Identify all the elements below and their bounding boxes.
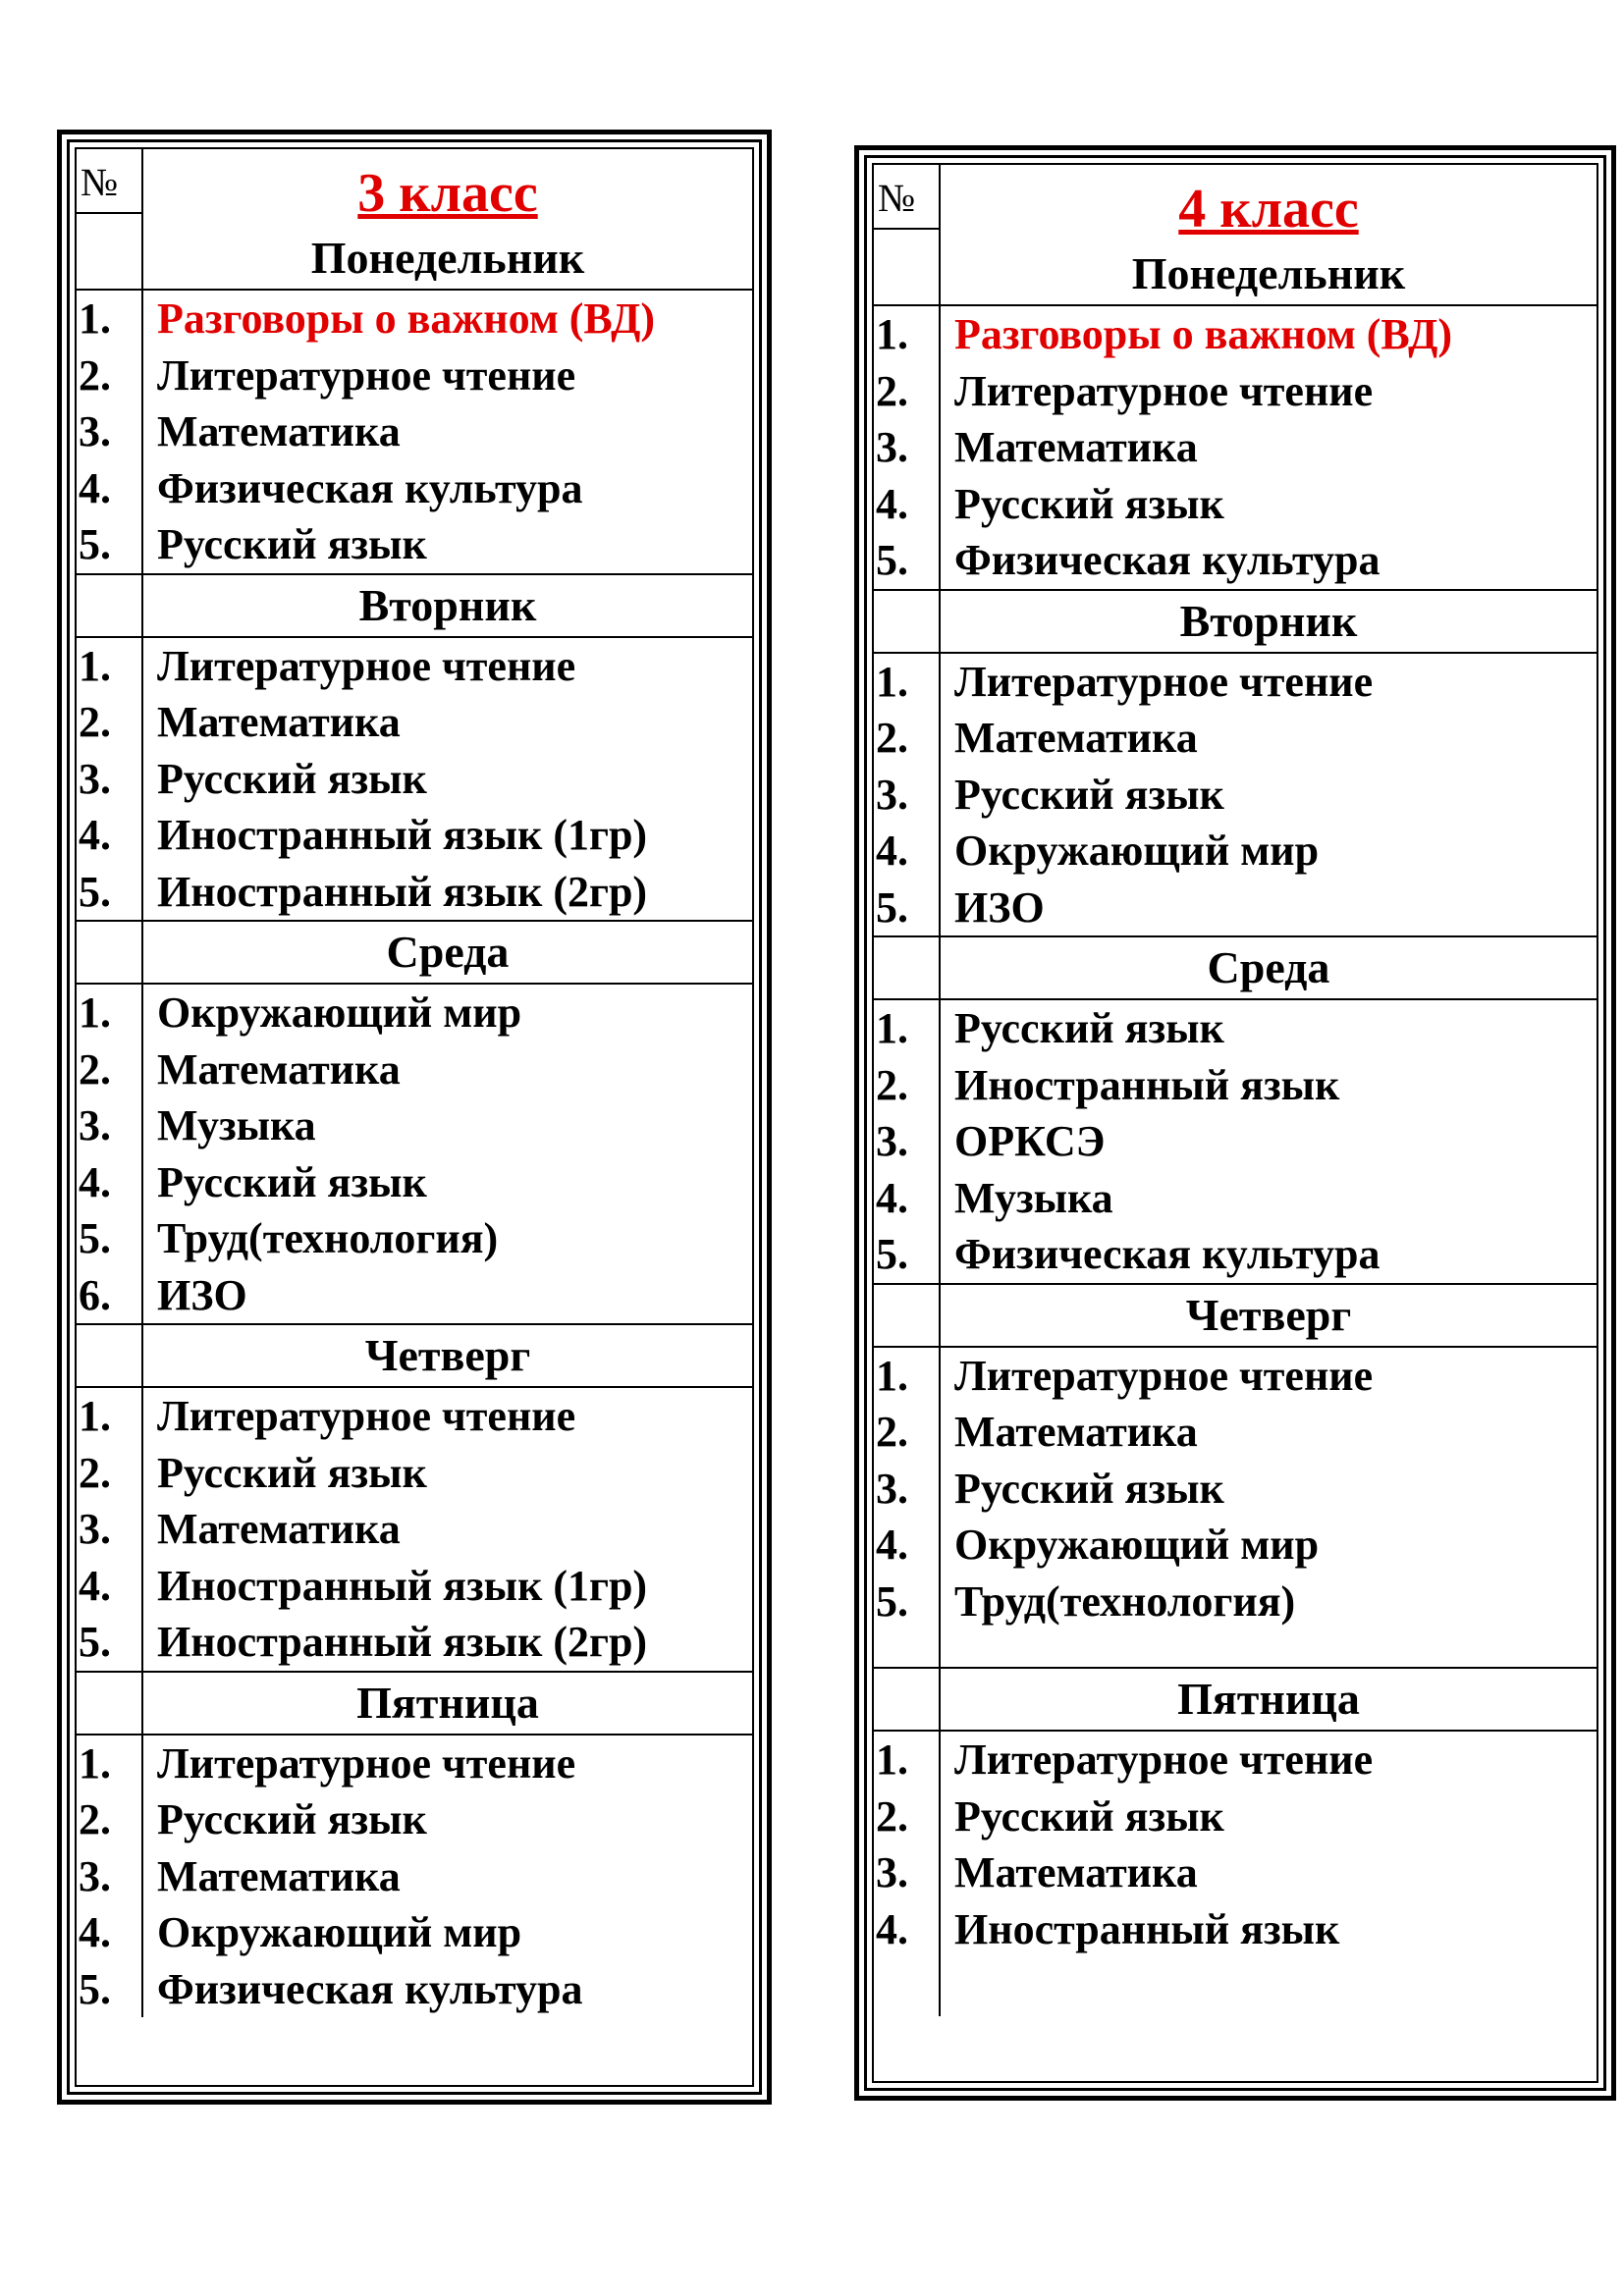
lesson-subject: Математика <box>157 1851 401 1900</box>
lesson-block-row <box>874 1731 1597 2016</box>
lesson-subject: Окружающий мир <box>954 827 1320 875</box>
day-header-row <box>77 921 752 984</box>
lesson-block-row <box>874 653 1597 937</box>
day-number-cell <box>874 590 940 653</box>
number-sign-label: № <box>874 165 939 230</box>
day-header-row <box>77 1324 752 1387</box>
day-header-row <box>874 590 1597 653</box>
frame-inner-border <box>75 147 754 2087</box>
lesson-subject: Физическая культура <box>954 536 1380 584</box>
lesson-number: 1. <box>876 1004 908 1052</box>
lesson-number: 5. <box>79 867 111 916</box>
day-name: Четверг <box>940 1284 1597 1347</box>
lesson-block-row <box>77 984 752 1324</box>
lesson-subject: Окружающий мир <box>954 1521 1320 1569</box>
frame-middle-border <box>864 155 1606 2091</box>
lesson-number: 3. <box>876 1848 908 1896</box>
lesson-number: 1. <box>79 1392 111 1440</box>
lesson-subject: Труд(технология) <box>954 1576 1296 1626</box>
lesson-number: 5. <box>876 1576 908 1626</box>
number-column-header <box>77 149 142 228</box>
class-title: 3 класс <box>357 163 538 224</box>
lesson-subject: Русский язык <box>157 1795 427 1843</box>
lesson-number: 1. <box>876 657 908 706</box>
day-header-row <box>874 243 1597 305</box>
lesson-subject: Математика <box>954 1408 1198 1456</box>
lesson-subjects-cell <box>142 984 752 1324</box>
lesson-number: 4. <box>79 463 111 512</box>
lesson-subject: Иностранный язык <box>954 1904 1340 1953</box>
lesson-subject: Иностранный язык <box>954 1060 1340 1109</box>
lesson-subject: Физическая культура <box>954 1230 1380 1278</box>
lesson-numbers-cell <box>874 305 940 590</box>
lesson-subject: Математика <box>157 698 401 746</box>
lesson-block-row <box>77 290 752 574</box>
day-header-row <box>874 1668 1597 1731</box>
lesson-number: 1. <box>876 310 908 358</box>
day-name: Вторник <box>142 574 752 637</box>
lesson-number: 2. <box>79 698 111 746</box>
schedule-frame-class-3 <box>57 130 772 2105</box>
lesson-subject: Математика <box>954 1848 1198 1896</box>
lesson-number: 3. <box>876 423 908 471</box>
lesson-subject: Русский язык <box>954 479 1224 528</box>
lesson-number: 5. <box>876 536 908 584</box>
lesson-number: 4. <box>79 811 111 859</box>
lesson-numbers-cell <box>874 653 940 937</box>
lesson-subject: Литературное чтение <box>954 1735 1374 1784</box>
lesson-number: 5. <box>876 1230 908 1278</box>
lesson-number: 2. <box>79 1044 111 1094</box>
day-number-cell <box>77 921 142 984</box>
lesson-subject: Иностранный язык (2гр) <box>157 1618 648 1666</box>
day-name: Вторник <box>940 590 1597 653</box>
lesson-number: 2. <box>876 1408 908 1456</box>
lesson-subjects-cell <box>142 637 752 922</box>
lesson-subject: Русский язык <box>157 1157 427 1206</box>
day-header-row <box>77 228 752 290</box>
lesson-subjects-cell <box>142 1735 752 2018</box>
day-name: Четверг <box>142 1324 752 1387</box>
day-name: Понедельник <box>142 228 752 290</box>
lesson-number: 2. <box>876 1791 908 1841</box>
lesson-subjects-cell <box>940 999 1597 1284</box>
lesson-number: 2. <box>876 714 908 762</box>
lesson-number: 3. <box>876 1464 908 1513</box>
lesson-block-row <box>874 305 1597 590</box>
day-header-row <box>77 1672 752 1735</box>
lesson-subject: Физическая культура <box>157 1964 583 2013</box>
lesson-number: 1. <box>876 1735 908 1784</box>
lesson-subject: Музыка <box>954 1173 1113 1222</box>
lesson-number: 3. <box>79 754 111 803</box>
lesson-number: 1. <box>79 988 111 1037</box>
number-column-header <box>874 165 940 243</box>
day-header-row <box>77 574 752 637</box>
lesson-subject: Музыка <box>157 1101 316 1149</box>
schedule-table-class-4 <box>874 165 1597 2016</box>
lesson-number: 3. <box>876 1117 908 1165</box>
lesson-subject: Разговоры о важном (ВД) <box>157 294 656 343</box>
lesson-subject: ИЗО <box>157 1270 247 1319</box>
lesson-subject: Русский язык <box>954 1464 1224 1513</box>
lesson-number: 5. <box>876 882 908 932</box>
lesson-number: 5. <box>79 520 111 568</box>
lesson-subject: ОРКСЭ <box>954 1117 1106 1165</box>
lesson-subject: Разговоры о важном (ВД) <box>954 310 1453 358</box>
lesson-number: 2. <box>876 1060 908 1109</box>
lesson-subject: Физическая культура <box>157 463 583 512</box>
lesson-subjects-cell <box>142 290 752 574</box>
lesson-numbers-cell <box>874 999 940 1284</box>
lesson-number: 1. <box>79 1738 111 1788</box>
lesson-block-row <box>77 637 752 922</box>
lesson-subject: Русский язык <box>954 770 1224 819</box>
lesson-subjects-cell <box>940 653 1597 937</box>
class-title: 4 класс <box>1178 179 1359 240</box>
lesson-number: 6. <box>79 1270 111 1319</box>
day-number-cell <box>874 1668 940 1731</box>
day-name: Среда <box>940 936 1597 999</box>
lesson-subject: ИЗО <box>954 882 1045 932</box>
lesson-subject: Математика <box>157 1505 401 1553</box>
lesson-number: 3. <box>876 770 908 819</box>
lesson-subject: Труд(технология) <box>157 1214 499 1262</box>
lesson-subject: Русский язык <box>954 1791 1224 1841</box>
lesson-number: 3. <box>79 407 111 455</box>
lesson-numbers-cell <box>77 1387 142 1672</box>
lesson-number: 4. <box>876 1521 908 1569</box>
day-number-cell <box>77 574 142 637</box>
lesson-numbers-cell <box>874 1731 940 2016</box>
lesson-subjects-cell <box>142 1387 752 1672</box>
lesson-number: 1. <box>79 641 111 690</box>
frame-middle-border <box>67 139 762 2095</box>
lesson-subjects-cell <box>940 1347 1597 1669</box>
lesson-subject: Литературное чтение <box>954 366 1374 415</box>
schedule-frame-class-4 <box>854 145 1616 2101</box>
lesson-number: 5. <box>79 1214 111 1262</box>
day-number-cell <box>77 1672 142 1735</box>
lesson-subject: Русский язык <box>954 1004 1224 1052</box>
class-title-cell <box>142 149 752 228</box>
frame-inner-border <box>872 163 1598 2083</box>
lesson-subject: Окружающий мир <box>157 1908 522 1956</box>
lesson-subject: Иностранный язык (1гр) <box>157 811 648 859</box>
lesson-numbers-cell <box>77 637 142 922</box>
lesson-number: 3. <box>79 1101 111 1149</box>
day-number-cell <box>77 1324 142 1387</box>
class-header-row <box>77 149 752 228</box>
lesson-number: 2. <box>79 350 111 400</box>
lesson-number: 4. <box>79 1561 111 1610</box>
lesson-number: 5. <box>79 1618 111 1666</box>
lesson-number: 4. <box>876 1173 908 1222</box>
lesson-subject: Литературное чтение <box>157 641 576 690</box>
day-name: Пятница <box>940 1668 1597 1731</box>
lesson-block-row <box>77 1735 752 2018</box>
lesson-subjects-cell <box>940 1731 1597 2016</box>
lesson-number: 3. <box>79 1505 111 1553</box>
lesson-number: 4. <box>79 1157 111 1206</box>
day-number-cell <box>77 228 142 290</box>
lesson-block-row <box>874 999 1597 1284</box>
lesson-subject: Математика <box>157 407 401 455</box>
lesson-subject: Математика <box>157 1044 401 1094</box>
lesson-number: 4. <box>79 1908 111 1956</box>
lesson-subject: Литературное чтение <box>157 350 576 400</box>
day-header-row <box>874 936 1597 999</box>
lesson-number: 1. <box>79 294 111 343</box>
lesson-numbers-cell <box>874 1347 940 1669</box>
lesson-subject: Математика <box>954 714 1198 762</box>
lesson-subject: Иностранный язык (2гр) <box>157 867 648 916</box>
lesson-subject: Иностранный язык (1гр) <box>157 1561 648 1610</box>
lesson-number: 2. <box>79 1795 111 1843</box>
day-number-cell <box>874 243 940 305</box>
lesson-subject: Литературное чтение <box>954 657 1374 706</box>
class-header-row <box>874 165 1597 243</box>
lesson-number: 2. <box>79 1448 111 1497</box>
schedule-table-class-3 <box>77 149 752 2017</box>
lesson-block-row <box>77 1387 752 1672</box>
lesson-subject: Окружающий мир <box>157 988 522 1037</box>
lesson-numbers-cell <box>77 984 142 1324</box>
lesson-subject: Русский язык <box>157 1448 427 1497</box>
number-sign-label: № <box>77 149 141 214</box>
lesson-block-row <box>874 1347 1597 1669</box>
lesson-number: 1. <box>876 1351 908 1400</box>
lesson-subject: Литературное чтение <box>954 1351 1374 1400</box>
lesson-subjects-cell <box>940 305 1597 590</box>
lesson-number: 5. <box>79 1964 111 2013</box>
day-header-row <box>874 1284 1597 1347</box>
lesson-subject: Математика <box>954 423 1198 471</box>
day-name: Среда <box>142 921 752 984</box>
lesson-subject: Русский язык <box>157 520 427 568</box>
lesson-number: 3. <box>79 1851 111 1900</box>
day-number-cell <box>874 1284 940 1347</box>
class-title-cell <box>940 165 1597 243</box>
lesson-number: 4. <box>876 827 908 875</box>
lesson-subject: Литературное чтение <box>157 1392 576 1440</box>
lesson-number: 4. <box>876 1904 908 1953</box>
day-number-cell <box>874 936 940 999</box>
lesson-subject: Литературное чтение <box>157 1738 576 1788</box>
day-name: Пятница <box>142 1672 752 1735</box>
lesson-numbers-cell <box>77 1735 142 2018</box>
lesson-subject: Русский язык <box>157 754 427 803</box>
lesson-number: 2. <box>876 366 908 415</box>
day-name: Понедельник <box>940 243 1597 305</box>
lesson-number: 4. <box>876 479 908 528</box>
lesson-numbers-cell <box>77 290 142 574</box>
